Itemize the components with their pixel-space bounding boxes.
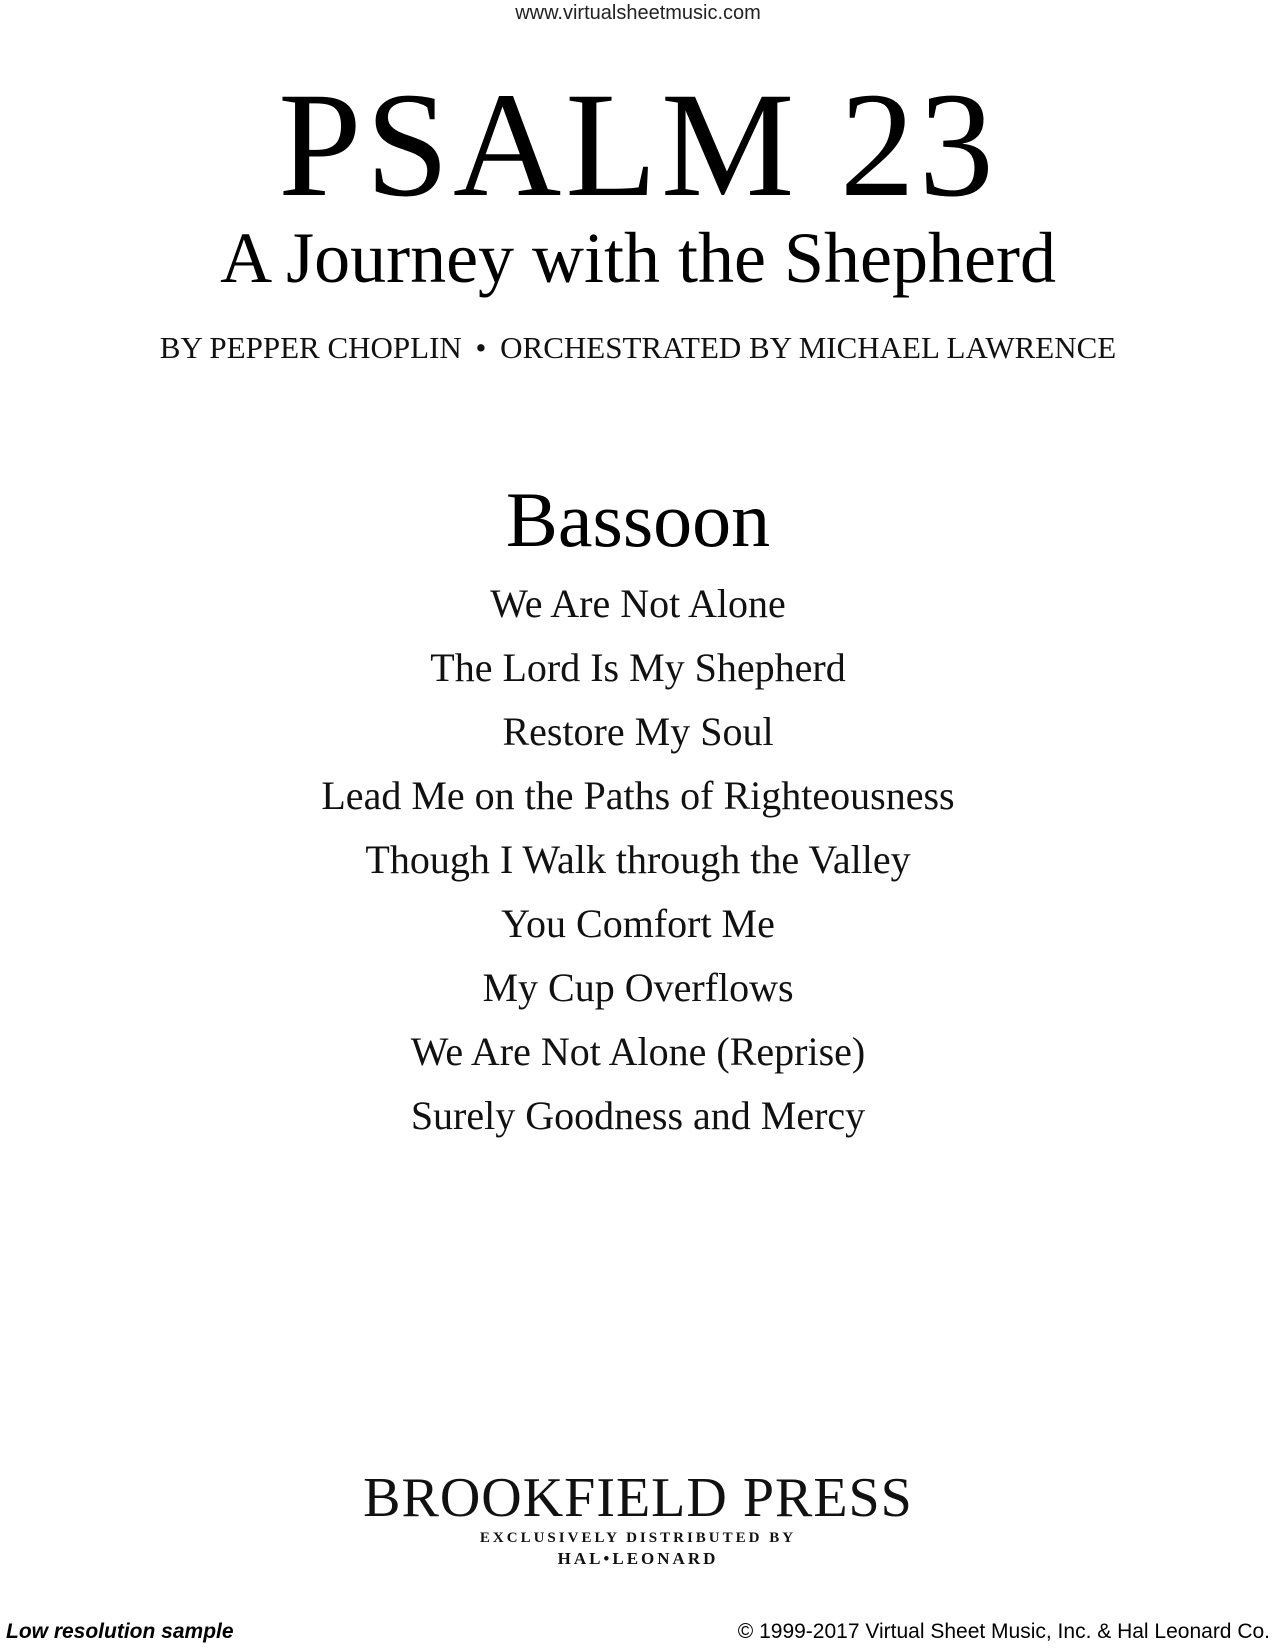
list-item: Lead Me on the Paths of Righteousness [321,773,955,818]
composer-credit: BY PEPPER CHOPLIN [159,330,462,365]
list-item: We Are Not Alone [490,581,786,626]
song-list [0,572,1276,1148]
list-item: The Lord Is My Shepherd [430,645,846,690]
list-item: My Cup Overflows [482,965,794,1010]
list-item: Restore My Soul [502,709,774,754]
list-item: We Are Not Alone (Reprise) [410,1029,866,1074]
copyright-notice: © 1999-2017 Virtual Sheet Music, Inc. & Hal Leonard Co. [737,1620,1270,1643]
orchestrator-credit: ORCHESTRATED BY MICHAEL LAWRENCE [500,330,1117,365]
distributed-by-label: EXCLUSIVELY DISTRIBUTED BY [479,1530,797,1546]
distributor-name: HAL•LEONARD [557,1549,719,1568]
list-item: Surely Goodness and Mercy [410,1093,866,1138]
page-title: PSALM 23 [278,62,998,228]
page-subtitle: A Journey with the Shepherd [220,218,1056,298]
instrument-name: Bassoon [505,476,771,563]
sample-notice: Low resolution sample [6,1620,234,1643]
credits-line [0,328,1276,368]
credit-separator: • [475,330,487,365]
publisher-logo [0,1468,1276,1569]
publisher-name: BROOKFIELD PRESS [363,1467,913,1529]
list-item: You Comfort Me [501,901,775,946]
list-item: Though I Walk through the Valley [365,837,911,882]
site-url: www.virtualsheetmusic.com [515,2,761,24]
